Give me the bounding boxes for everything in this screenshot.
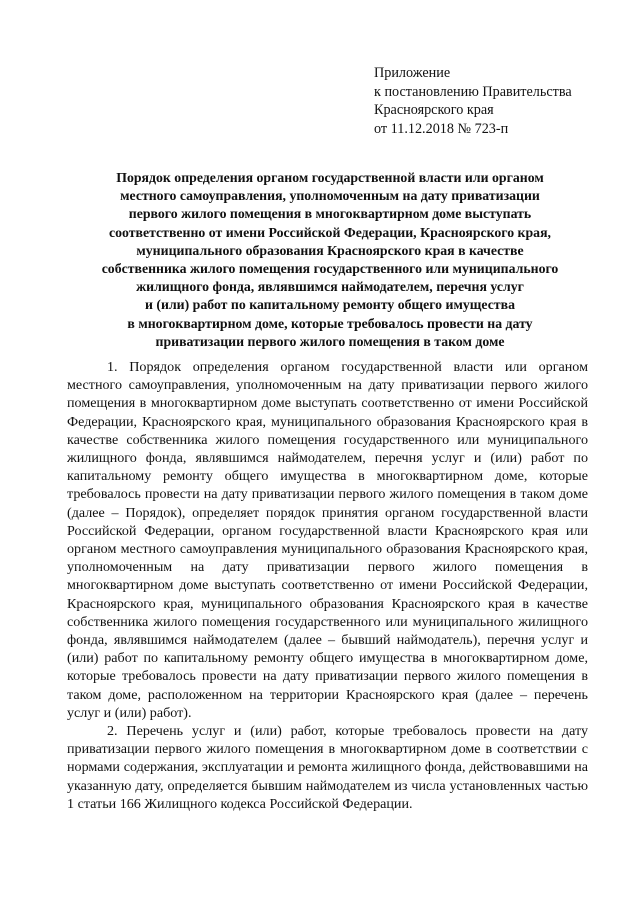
- title-line: приватизации первого жилого помещения в таком доме: [155, 333, 505, 349]
- title-line: и (или) работ по капитальному ремонту общего имущества: [145, 297, 515, 313]
- document-body: [67, 358, 588, 813]
- title-line: Порядок определения органом государственной власти или органом: [116, 170, 544, 185]
- title-line: муниципального образования Красноярского края в качестве: [136, 242, 524, 258]
- appendix-label: Приложение: [374, 65, 451, 81]
- appendix-block: [374, 64, 572, 138]
- paragraph-2: 2. Перечень услуг и (или) работ, которые требовалось провести на дату приватизации первого жилого помещения в многоквартирном доме в соответствии с нормами содержания, эксплуатации и ремонта жилищного фонда, действовавшими на указанную дату, определяется бывшим наймодателем из числа установленных частью 1 статьи 166 Жилищного кодекса Российской Федерации.: [67, 723, 588, 812]
- title-line: соответственно от имени Российской Федерации, Красноярского края,: [109, 224, 551, 240]
- appendix-region: Красноярского края: [374, 102, 494, 118]
- document-title: [60, 169, 600, 351]
- title-line: жилищного фонда, являвшимся наймодателем, перечня услуг: [136, 279, 524, 295]
- paragraph-1: 1. Порядок определения органом государственной власти или органом местного самоуправления, уполномоченным на дату приватизации первого жилого помещения в многоквартирном доме выступать соответственно от имени Российской Федерации, Красноярского края, муниципального образования Красноярского края в качестве собственника жилого помещения государственного или муниципального жилищного фонда, являвшимся наймодателем, перечня услуг и (или) работ по капитальному ремонту общего имущества в многоквартирном доме, которые требовалось провести на дату приватизации первого жилого помещения в таком доме (далее – Порядок), определяет порядок принятия органом государственной власти Российской Федерации, органом государственной власти Красноярского края или органом местного самоуправления муниципального образования Красноярского края, уполномоченным на дату приватизации первого жилого помещения в многоквартирном доме выступать соответственно от имени Российской Федерации, Красноярского края, муниципального образования Красноярского края в качестве собственника жилого помещения государственного или муниципального жилищного фонда, являвшимся наймодателем (далее – бывший наймодатель), перечня услуг и (или) работ по капитальному ремонту общего имущества в многоквартирном доме, которые требовалось провести на дату приватизации первого жилого помещения в таком доме, расположенном на территории Красноярского края (далее – перечень услуг и (или) работ).: [67, 359, 588, 721]
- title-line: в многоквартирном доме, которые требовалось провести на дату: [127, 315, 533, 331]
- title-line: первого жилого помещения в многоквартирном доме выступать: [128, 206, 532, 222]
- title-line: собственника жилого помещения государственного или муниципального: [101, 261, 559, 277]
- appendix-date-number: от 11.12.2018 № 723-п: [374, 120, 509, 137]
- title-line: местного самоуправления, уполномоченным на дату приватизации: [120, 188, 540, 204]
- appendix-resolution-ref: к постановлению Правительства: [374, 83, 572, 100]
